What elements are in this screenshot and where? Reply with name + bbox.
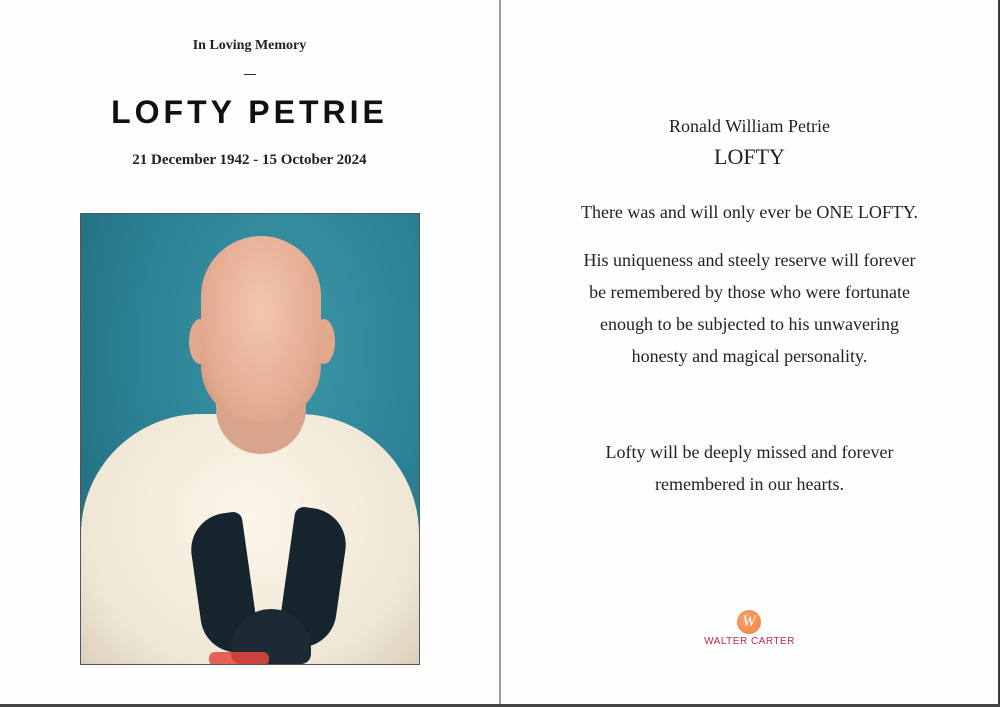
back-page bbox=[501, 0, 998, 704]
tribute-paragraph bbox=[501, 244, 998, 372]
closing-paragraph bbox=[501, 436, 998, 500]
tribute-paragraph-line: be remembered by those who were fortunate bbox=[589, 282, 910, 302]
life-dates: 21 December 1942 - 15 October 2024 bbox=[132, 152, 367, 168]
in-loving-memory-heading: In Loving Memory bbox=[192, 38, 307, 53]
closing-line: Lofty will be deeply missed and forever bbox=[605, 442, 894, 462]
full-name: Ronald William Petrie bbox=[669, 116, 830, 136]
deceased-name-title: LOFTY PETRIE bbox=[111, 94, 388, 130]
portrait-photo bbox=[80, 213, 420, 665]
separator-dash bbox=[244, 74, 256, 75]
tribute-paragraph-line: honesty and magical personality. bbox=[631, 346, 868, 366]
w-monogram-icon: W bbox=[737, 610, 761, 634]
shirt-red-print bbox=[209, 652, 269, 665]
nickname: LOFTY bbox=[714, 144, 785, 169]
front-page bbox=[0, 0, 500, 704]
funeral-brand-name: WALTER CARTER bbox=[704, 636, 795, 647]
tribute-paragraph-line: His uniqueness and steely reserve will forever bbox=[583, 250, 916, 270]
photo-head bbox=[201, 236, 321, 421]
tribute-paragraph-line: enough to be subjected to his unwavering bbox=[600, 314, 899, 334]
tribute-line-one: There was and will only ever be ONE LOFTY. bbox=[580, 202, 919, 222]
closing-line: remembered in our hearts. bbox=[655, 474, 844, 494]
